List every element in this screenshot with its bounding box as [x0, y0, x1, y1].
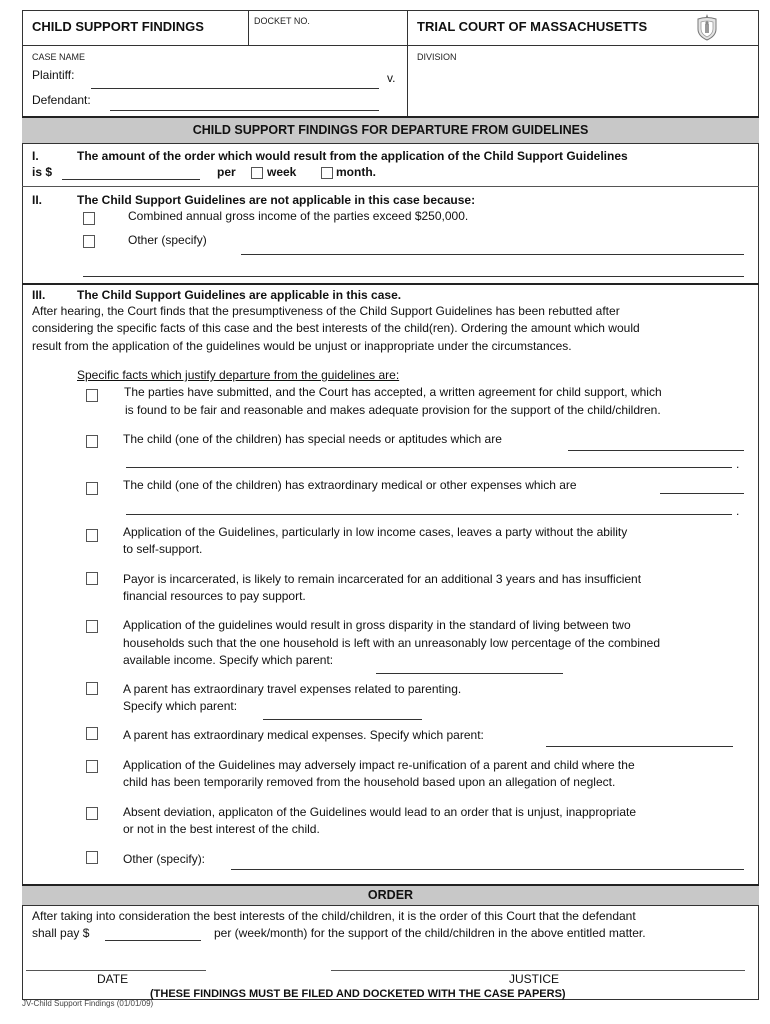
fact-incarcerated-checkbox[interactable]: [86, 572, 98, 585]
section2-option-other: Other (specify): [128, 233, 207, 247]
court-title: TRIAL COURT OF MASSACHUSETTS: [417, 19, 648, 34]
fact-disparity-line-2: households such that the one household is left with an unreasonably low percentage of the combined: [123, 636, 661, 650]
fact-other-checkbox[interactable]: [86, 851, 98, 864]
fact-special-needs-period: .: [736, 457, 740, 471]
month-checkbox[interactable]: [321, 167, 333, 179]
section2-other-checkbox[interactable]: [83, 235, 95, 248]
form-id: JV-Child Support Findings (01/01/09): [22, 999, 154, 1008]
fact-disparity-parent-field[interactable]: [376, 673, 563, 674]
fact-medical-expenses-period: .: [736, 504, 740, 518]
section3-intro-line-1: After hearing, the Court finds that the presumptiveness of the Child Support Guidelines has been rebutted after: [32, 304, 620, 318]
fact-parent-medical-parent-field[interactable]: [546, 746, 733, 747]
defendant-label: Defendant:: [32, 93, 91, 107]
fact-low-income-line-1: Application of the Guidelines, particularly in low income cases, leaves a party without the ability: [123, 525, 628, 539]
fact-travel-expenses-parent-field[interactable]: [263, 719, 422, 720]
order-banner: [22, 884, 759, 906]
fact-other-label: Other (specify):: [123, 852, 206, 866]
guideline-amount-field[interactable]: [62, 179, 200, 180]
fact-absent-deviation-line-1: Absent deviation, applicaton of the Guidelines would lead to an order that is unjust, inappropriate: [123, 805, 636, 819]
section1-numeral: I.: [32, 149, 39, 163]
fact-absent-deviation-line-2: or not in the best interest of the child.: [123, 822, 320, 836]
fact-special-needs-field-1[interactable]: [568, 450, 744, 451]
section3-intro-line-2: considering the specific facts of this case and the best interests of the child(ren). Ordering the amount which would: [32, 321, 640, 335]
header-divider-1: [248, 10, 249, 46]
section2-numeral: II.: [32, 193, 43, 207]
order-line-1: After taking into consideration the best interests of the child/children, it is the order of this Court that the defendant: [32, 909, 636, 923]
order-pay-prefix: shall pay $: [32, 926, 90, 940]
fact-low-income-checkbox[interactable]: [86, 529, 98, 542]
case-name-label: CASE NAME: [32, 52, 86, 62]
fact-low-income-line-2: to self-support.: [123, 542, 203, 556]
fact-reunification-line-2: child has been temporarily removed from the household based upon an allegation of neglect.: [123, 775, 616, 789]
order-amount-field[interactable]: [105, 940, 201, 941]
form-title: CHILD SUPPORT FINDINGS: [32, 19, 204, 34]
massachusetts-seal-icon: [694, 13, 720, 41]
fact-reunification-checkbox[interactable]: [86, 760, 98, 773]
filing-notice: (THESE FINDINGS MUST BE FILED AND DOCKETED WITH THE CASE PAPERS): [150, 988, 566, 1000]
month-label: month.: [336, 165, 376, 179]
section1-per-label: per: [217, 165, 236, 179]
section2-other-field-1[interactable]: [241, 254, 744, 255]
fact-absent-deviation-checkbox[interactable]: [86, 807, 98, 820]
date-label: DATE: [97, 972, 129, 986]
fact-agreement-line-1: The parties have submitted, and the Court has accepted, a written agreement for child support, which: [124, 385, 662, 399]
header-divider-2: [407, 10, 408, 116]
fact-medical-expenses-checkbox[interactable]: [86, 482, 98, 495]
order-pay-suffix: per (week/month) for the support of the child/children in the above entitled matter.: [214, 926, 646, 940]
section2-heading: The Child Support Guidelines are not applicable in this case because:: [77, 193, 476, 207]
income-exceeds-checkbox[interactable]: [83, 212, 95, 225]
fact-medical-expenses-text: The child (one of the children) has extraordinary medical or other expenses which are: [123, 478, 577, 492]
section-banner-title: CHILD SUPPORT FINDINGS FOR DEPARTURE FROM GUIDELINES: [192, 123, 589, 137]
fact-disparity-line-1: Application of the guidelines would result in gross disparity in the standard of living between two: [123, 618, 631, 632]
fact-incarcerated-line-2: financial resources to pay support.: [123, 589, 306, 603]
fact-other-field[interactable]: [231, 869, 744, 870]
section3-numeral: III.: [32, 288, 46, 302]
section1-rule: [22, 186, 759, 187]
order-banner-title: ORDER: [367, 888, 414, 902]
section-banner: [22, 116, 759, 144]
section2-rule: [22, 283, 759, 285]
section3-heading: The Child Support Guidelines are applicable in this case.: [77, 288, 402, 302]
plaintiff-label: Plaintiff:: [32, 68, 75, 82]
fact-parent-medical-checkbox[interactable]: [86, 727, 98, 740]
week-checkbox[interactable]: [251, 167, 263, 179]
fact-reunification-line-1: Application of the Guidelines may adversely impact re-unification of a parent and child where the: [123, 758, 635, 772]
division-label: DIVISION: [417, 52, 457, 62]
week-label: week: [267, 165, 297, 179]
fact-special-needs-field-2[interactable]: [126, 467, 732, 468]
section3-intro-line-3: result from the application of the guidelines would be unjust or inappropriate under the circumstances.: [32, 339, 572, 353]
fact-disparity-checkbox[interactable]: [86, 620, 98, 633]
plaintiff-field[interactable]: [91, 88, 379, 89]
section2-option-income: Combined annual gross income of the parties exceed $250,000.: [128, 209, 469, 223]
fact-travel-expenses-checkbox[interactable]: [86, 682, 98, 695]
section2-other-field-2[interactable]: [83, 276, 744, 277]
fact-special-needs-text: The child (one of the children) has special needs or aptitudes which are: [123, 432, 502, 446]
fact-travel-expenses-line-2: Specify which parent:: [123, 699, 238, 713]
fact-incarcerated-line-1: Payor is incarcerated, is likely to remain incarcerated for an additional 3 years and has insufficient: [123, 572, 642, 586]
fact-medical-expenses-field-1[interactable]: [660, 493, 744, 494]
fact-disparity-line-3: available income. Specify which parent:: [123, 653, 334, 667]
section1-text: The amount of the order which would result from the application of the Child Support Guidelines: [77, 149, 628, 163]
facts-label: Specific facts which justify departure from the guidelines are:: [77, 368, 400, 382]
docket-label: DOCKET NO.: [254, 16, 310, 26]
header-rule: [22, 45, 759, 46]
fact-travel-expenses-line-1: A parent has extraordinary travel expenses related to parenting.: [123, 682, 462, 696]
fact-special-needs-checkbox[interactable]: [86, 435, 98, 448]
versus-label: v.: [387, 71, 396, 85]
fact-agreement-line-2: is found to be fair and reasonable and makes adequate provision for the support of the child/children.: [125, 403, 661, 417]
fact-parent-medical-text: A parent has extraordinary medical expenses. Specify which parent:: [123, 728, 484, 742]
justice-label: JUSTICE: [509, 972, 560, 986]
fact-medical-expenses-field-2[interactable]: [126, 514, 732, 515]
defendant-field[interactable]: [110, 110, 379, 111]
section1-is-label: is $: [32, 165, 53, 179]
fact-agreement-checkbox[interactable]: [86, 389, 98, 402]
